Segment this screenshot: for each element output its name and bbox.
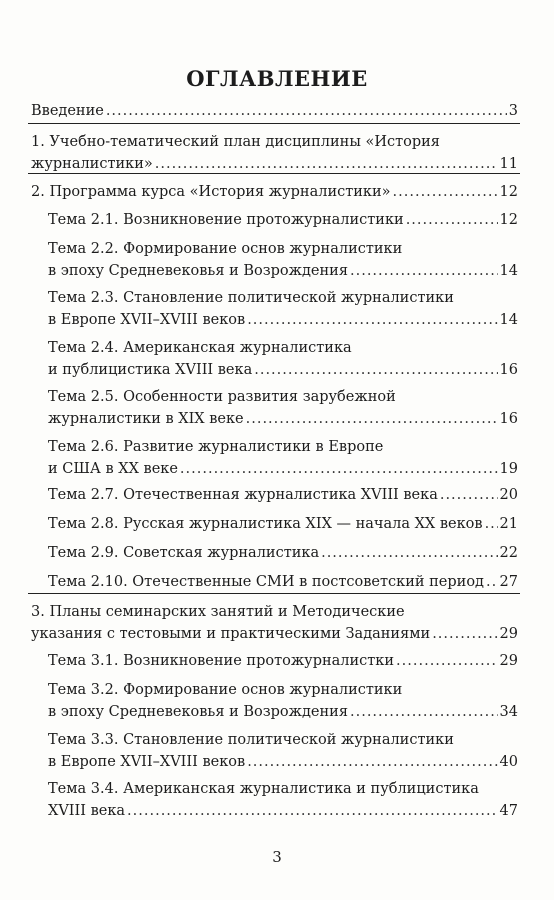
toc-entry: [48, 513, 518, 535]
dot-leader: [106, 100, 507, 122]
dot-leader: [486, 571, 498, 593]
toc-entry: [48, 238, 518, 282]
toc-entry: [48, 778, 518, 822]
toc-entry-page: 16: [499, 362, 518, 378]
toc-entry-text: Тема 3.4. Американская журналистика и публицистика: [48, 781, 479, 797]
toc-entry-text: Тема 3.1. Возникновение протожурналистки: [48, 653, 395, 669]
toc-entry-text: Тема 2.8. Русская журналистика XIX — начала XX веков: [48, 516, 483, 532]
dot-leader: [396, 650, 498, 672]
toc-entry-text: и США в XX веке: [48, 461, 178, 477]
dot-leader: [485, 513, 498, 535]
toc-entry: [48, 729, 518, 773]
dot-leader: [127, 800, 498, 822]
dot-leader: [406, 209, 498, 231]
toc-entry-text: журналистики»: [31, 156, 153, 172]
dot-leader: [350, 701, 498, 723]
toc-entry: [48, 386, 518, 430]
toc-entry: [48, 571, 518, 593]
dot-leader: [180, 458, 498, 480]
dot-leader: [247, 751, 497, 773]
toc-entry: [48, 436, 518, 480]
toc-entry-text: в Европе XVII–XVIII веков: [48, 754, 246, 770]
toc-entry-page: 11: [499, 156, 518, 172]
toc-entry-page: 21: [499, 516, 518, 532]
toc-entry-page: 29: [499, 653, 518, 669]
toc-entry-text: Тема 2.3. Становление политической журналистики: [48, 290, 454, 306]
section-divider: [28, 123, 520, 124]
section-divider: [28, 593, 520, 594]
toc-entry-text: Тема 2.4. Американская журналистика: [48, 340, 352, 356]
toc-entry-text: Введение: [31, 103, 104, 119]
toc-entry-page: 3: [508, 103, 518, 119]
toc-entry-text: Тема 2.5. Особенности развития зарубежной: [48, 389, 396, 405]
toc-entry-text: Тема 2.9. Советская журналистика: [48, 545, 320, 561]
toc-entry-text: в эпоху Средневековья и Возрождения: [48, 704, 348, 720]
toc-entry: [48, 542, 518, 564]
toc-entry-text: указания с тестовыми и практическими Заданиями: [31, 626, 431, 642]
toc-entry: [31, 131, 518, 175]
toc-entry-page: 40: [499, 754, 518, 770]
toc-entry-text: 1. Учебно-тематический план дисциплины «История: [31, 134, 440, 150]
toc-entry: [48, 484, 518, 506]
toc-entry-text: XVIII века: [48, 803, 126, 819]
toc-entry-text: в Европе XVII–XVIII веков: [48, 312, 246, 328]
toc-entry: [31, 601, 518, 645]
toc-entry-text: Тема 2.1. Возникновение протожурналистики: [48, 212, 404, 228]
toc-entry-text: Тема 2.7. Отечественная журналистика XVIII века: [48, 487, 438, 503]
dot-leader: [247, 309, 497, 331]
toc-title: ОГЛАВЛЕНИЕ: [186, 66, 368, 91]
dot-leader: [440, 484, 498, 506]
toc-entry-page: 22: [499, 545, 518, 561]
toc-entry: [48, 337, 518, 381]
toc-entry: [31, 181, 518, 203]
toc-entry-page: 12: [499, 212, 518, 228]
toc-entry-text: журналистики в XIX веке: [48, 411, 244, 427]
toc-entry-page: 34: [499, 704, 518, 720]
toc-entry-text: 3. Планы семинарских занятий и Методические: [31, 604, 405, 620]
dot-leader: [246, 408, 498, 430]
toc-entry: [48, 650, 518, 672]
toc-entry-page: 47: [499, 803, 518, 819]
toc-entry: [48, 679, 518, 723]
dot-leader: [155, 153, 498, 175]
toc-entry-page: 29: [499, 626, 518, 642]
toc-entry-page: 19: [499, 461, 518, 477]
dot-leader: [432, 623, 497, 645]
toc-entry-text: Тема 2.2. Формирование основ журналистики: [48, 241, 403, 257]
toc-entry-page: 20: [499, 487, 518, 503]
toc-entry-text: Тема 3.3. Становление политической журналистики: [48, 732, 454, 748]
section-divider: [28, 173, 520, 174]
toc-entry: [48, 209, 518, 231]
dot-leader: [321, 542, 497, 564]
toc-entry-page: 14: [499, 312, 518, 328]
toc-entry-text: Тема 3.2. Формирование основ журналистики: [48, 682, 403, 698]
toc-entry-text: Тема 2.10. Отечественные СМИ в постсоветский период: [48, 574, 484, 590]
toc-entry: [31, 100, 518, 122]
dot-leader: [350, 260, 498, 282]
page-number: 3: [272, 848, 282, 866]
toc-entry-text: в эпоху Средневековья и Возрождения: [48, 263, 348, 279]
dot-leader: [254, 359, 497, 381]
toc-entry-page: 27: [499, 574, 518, 590]
toc-entry-text: Тема 2.6. Развитие журналистики в Европе: [48, 439, 384, 455]
toc-entry-page: 12: [499, 184, 518, 200]
toc-entry-page: 16: [499, 411, 518, 427]
toc-entry-page: 14: [499, 263, 518, 279]
toc-entry: [48, 287, 518, 331]
dot-leader: [393, 181, 498, 203]
toc-entry-text: и публицистика XVIII века: [48, 362, 253, 378]
toc-entry-text: 2. Программа курса «История журналистики»: [31, 184, 391, 200]
